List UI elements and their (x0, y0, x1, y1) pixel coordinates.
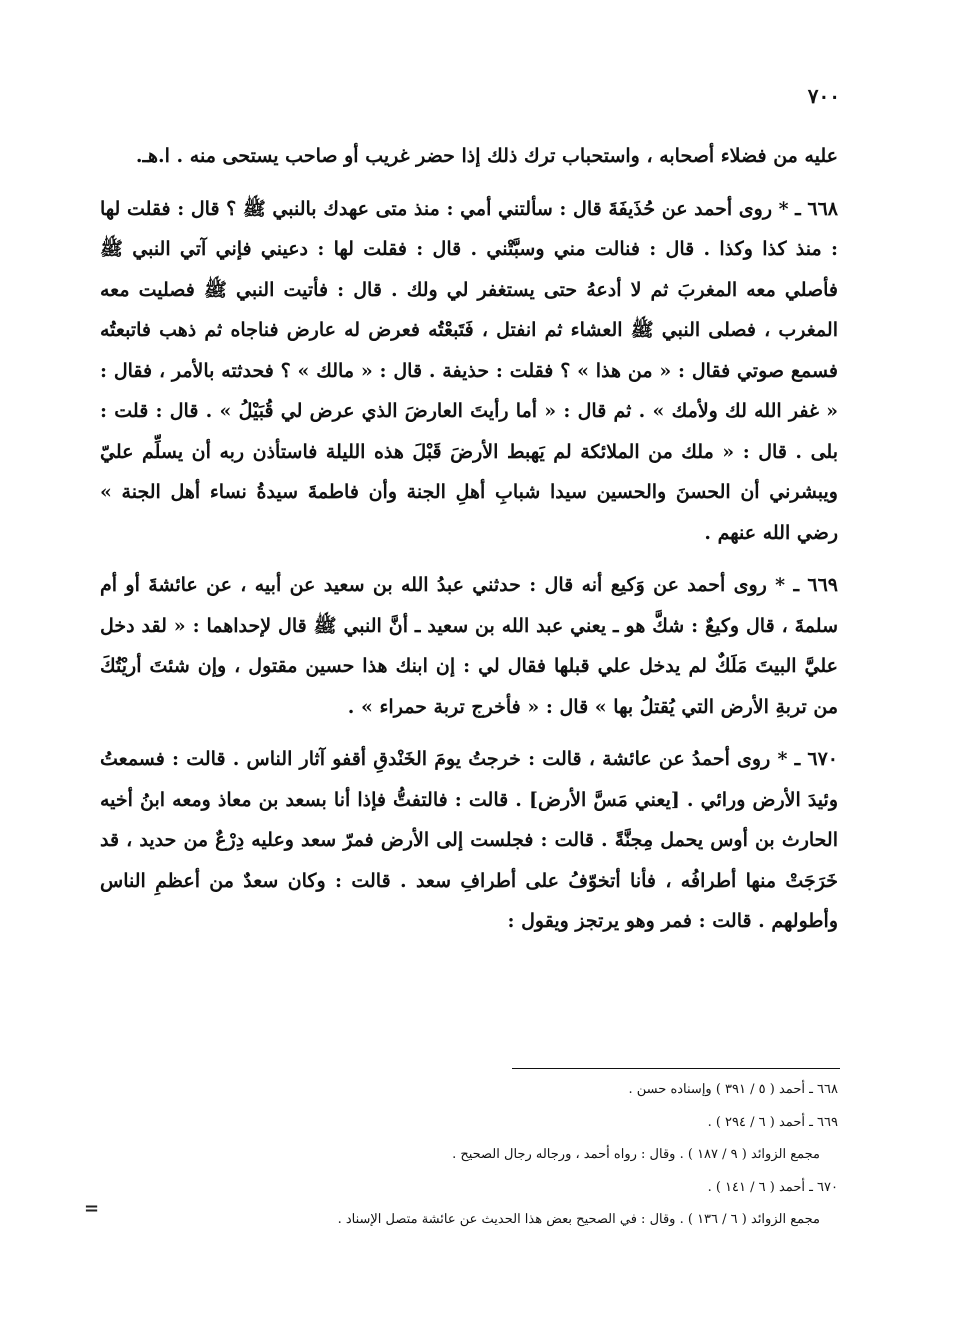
footnote-670-note: مجمع الزوائد ( ٦ / ١٣٦ ) . وقال : في الصحيح بعض هذا الحديث عن عائشة متصل الإسناد . (337, 1212, 820, 1227)
paragraph-intro: عليه من فضلاء أصحابه ، واستحباب ترك ذلك إذا حضر غريب أو صاحب يستحى منه . ا.هـ. (135, 145, 838, 167)
paragraph-hadith-670: ٦٧٠ ـ * روى أحمدُ عن عائشة ، قالت : خرجتُ يومَ الخَنْدقِ أقفو آثار الناس . قالت : فسمعتُ وئيدَ الأرض ورائي . [يعني مَسَّ الأرض] . قالت : فالتفتُّ فإذا أنا بسعد بن معاذ ومعه ابنُ أخيه الحارث بن أوس يحمل مِجنَّةً . قالت : فجلست إلى الأرض فمرّ سعد وعليه دِرْعٌ من حديد ، قد خَرَجَتْ منها أطرافُه ، فأنا أتخوّفُ على أطرافِ سعد . قالت : وكان سعدٌ من أعظمِ الناس وأطولهم . قالت : فمر وهو يرتجز ويقول : (100, 748, 838, 932)
footnote-669-note: مجمع الزوائد ( ٩ / ١٨٧ ) . وقال : رواه أحمد ، ورجاله رجال الصحيح . (452, 1147, 820, 1162)
page-number: ٧٠٠ (807, 84, 840, 108)
footnote-670: ٦٧٠ ـ أحمد ( ٦ / ١٤١ ) . (707, 1179, 838, 1195)
main-text (100, 136, 838, 942)
margin-mark: = (84, 1198, 100, 1219)
footnote-668: ٦٦٨ ـ أحمد ( ٥ / ٣٩١ ) وإسناده حسن . (628, 1082, 838, 1097)
footnote-669: ٦٦٩ ـ أحمد ( ٦ / ٢٩٤ ) . (707, 1114, 838, 1130)
footnote-divider (512, 1068, 840, 1069)
footnotes (160, 1074, 838, 1237)
paragraph-hadith-668: ٦٦٨ ـ * روى أحمد عن حُذَيفَةَ قال : سألتني أمي : منذ متى عهدك بالنبي ﷺ ؟ قال : فقلت لها : منذ كذا وكذا . قال : فنالت مني وسبَّتْني . قال : فقلت لها : دعيني فإني آتي النبي ﷺ فأصلي معه المغربَ ثم لا أدعهُ حتى يستغفر لي ولك . قال : فأتيت النبي ﷺ فصليت معه المغرب ، فصلى النبي ﷺ العشاء ثم انفتل ، فَتَبعْتُه فعرض له عارض فناجاه ثم ذهب فاتبعتُه فسمع صوتي فقال : « من هذا » ؟ فقلت : حذيفة . قال : « مالك » ؟ فحدثته بالأمر ، فقال : « غفر الله لك ولأمك » . ثم قال : « أما رأيتَ العارضَ الذي عرض لي قُبَيْلُ » . قال : قلت : بلى . قال : « ملك من الملائكة لم يَهبط الأرضَ قَبْلَ هذه الليلة فاستأذن ربه أن يسلِّم عليّ ويبشرني أن الحسنَ والحسين سيدا شبابِ أهلِ الجنة وأن فاطمةَ سيدةُ نساء أهل الجنة » رضي الله عنهم . (100, 197, 838, 544)
paragraph-hadith-669: ٦٦٩ ـ * روى أحمد عن وَكيع أنه قال : حدثني عبدُ الله بن سعيد عن أبيه ، عن عائشةَ أو أم سلمةَ ، قال وكيعٌ : شكَّ هو ـ يعني عبد الله بن سعيد ـ أنَّ النبي ﷺ قال لإحداهما : « لقد دخل عليَّ البيتَ مَلَكٌ لم يدخل علي قبلها فقال لي : إن ابنك هذا حسين مقتول ، وإن شئتَ أريْتُكَ من تربةِ الأرض التي يُقتلُ بها » قال : « فأخرج تربة حمراء » . (100, 574, 838, 718)
